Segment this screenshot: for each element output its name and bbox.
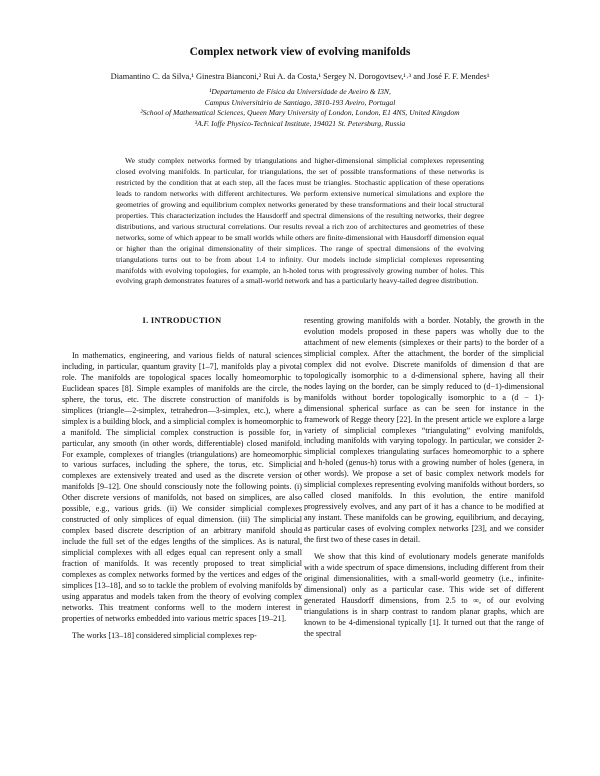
body-paragraph: resenting growing manifolds with a border. Notably, the growth in the evolution models proposed in these papers was wholly due to the attachment of new elements (simplexes or their parts) to the border of a simplicial complex. After the attachment, the border of the simplicial complex did not evolve. Discrete manifolds of dimension d that are topologically isomorphic to a d-dimensional sphere, having all their nodes laying on the border, can be simply reduced to (d−1)-dimensional manifolds without border topologically isomorphic to a (d − 1)-dimensional spherical surface as can be seen for instance in the framework of Regge theory [22]. In the present article we explore a large variety of simplicial complexes “triangulating” evolving manifolds, including manifolds with varying topology. In particular, we consider 2-simplicial complexes triangulating surfaces homeomorphic to a sphere and h-holed (genus-h) torus with a growing number of holes (genera, in other words). We propose a set of basic complex network models for simplicial complexes representing evolving manifolds without borders, so called closed manifolds. In this evolution, the entire manifold progressively evolves, and any part of it has a chance to be modified at any instant. These manifolds can be growing, equilibrium, and decaying, as particular cases of evolving complex networks [23], and we consider the first two of these cases in detail. xyxy=(304,316,544,545)
affiliations xyxy=(0,87,600,129)
affiliation-line: ¹Departamento de Física da Universidade de Aveiro & I3N, xyxy=(209,87,391,96)
paper-title: Complex network view of evolving manifolds xyxy=(189,46,411,58)
left-column xyxy=(62,316,302,642)
body-paragraph: We show that this kind of evolutionary models generate manifolds with a wide spectrum of space dimensions, including different from their original dimensionalities, with a small-world geometry (i.e., infinite-dimensional) only as a particular case. This wide set of different generated Hausdorff dimensions, from 2.5 to ∞, of our evolving triangulations is in sharp contrast to random planar graphs, which are known to be 4-dimensional typically [1]. It turned out that the range of the spectral xyxy=(304,552,544,638)
author-list: Diamantino C. da Silva,¹ Ginestra Bianconi,² Rui A. da Costa,¹ Sergey N. Dorogovtsev,¹˒³ and José F. F. Mendes¹ xyxy=(110,72,490,81)
affiliation-line: ³A.F. Ioffe Physico-Technical Institute, 194021 St. Petersburg, Russia xyxy=(194,118,406,128)
abstract xyxy=(116,156,484,287)
affiliation-line: ²School of Mathematical Sciences, Queen Mary University of London, London, E1 4NS, United Kingdom xyxy=(140,108,460,118)
right-column xyxy=(304,316,544,640)
body-paragraph: In mathematics, engineering, and various fields of natural sciences including, in particular, quantum gravity [1–7], manifolds play a pivotal role. The manifolds are topological spaces locally homeomorphic to Euclidean spaces [8]. Simple examples of manifolds are the circle, the sphere, the torus, etc. The discrete construction of manifolds is by simplices (triangle—2-simplex, tetrahedron—3-simplex, etc.), where a simplex is a building block, and a simplicial complex is homeomorphic to a manifold. The simplicial complex construction is possible for, in particular, any smooth (in other words, differentiable) closed manifold. For example, complexes of triangles (triangulations) are homeomorphic to various surfaces, including the sphere, the torus, etc. Simplicial complexes are extensively treated and used as the discrete version of manifolds [9–12]. One should consciously note the following points. (i) Other discrete versions of manifolds, not based on simplices, are also possible, e.g., various grids. (ii) We consider simplicial complexes constructed of only simplices of equal dimension. (iii) The simplicial complex based discrete description of an arbitrary manifold should include the full set of the edges lengths of the simplices. As is natural, simplicial complexes with all edges equal can represent only a small fraction of manifolds. It was recently proposed to treat simplicial complexes as complex networks formed by the vertices and edges of the simplices [13–18], and so to tackle the problem of evolving manifolds by using apparatus and models taken from the theory of evolving complex networks. This treatment conforms well to the modern interest in properties of networks embedded into various metric spaces [19–21]. xyxy=(62,350,302,623)
body-paragraph: The works [13–18] considered simplicial complexes rep- xyxy=(72,630,257,640)
abstract-text: We study complex networks formed by triangulations and higher-dimensional simplicial complexes representing closed evolving manifolds. In particular, for triangulations, the set of possible transformations of these networks is restricted by the condition that at each step, all the faces must be triangles. Stochastic application of these operations leads to random networks with different architectures. We perform extensive numerical simulations and explore the geometries of growing and equilibrium complex networks generated by these transformations and their local structural properties. This characterization includes the Hausdorff and spectral dimensions of the resulting networks, their degree distributions, and various structural correlations. Our results reveal a rich zoo of architectures and geometries of these networks, some of which appear to be small worlds while others are finite-dimensional with Hausdorff dimension equal or higher than the original dimensionality of their simplices. The range of spectral dimensions of the evolving triangulations turns out to be from about 1.4 to infinity. Our models include simplicial complexes representing manifolds with evolving topologies, for example, an h-holed torus with progressively growing number of holes. This evolving graph demonstrates features of a small-world network and has a particularly heavy-tailed degree distribution. xyxy=(116,156,484,286)
affiliation-line: Campus Universitário de Santiago, 3810-193 Aveiro, Portugal xyxy=(204,97,396,107)
section-heading-introduction: I. INTRODUCTION xyxy=(142,316,222,325)
